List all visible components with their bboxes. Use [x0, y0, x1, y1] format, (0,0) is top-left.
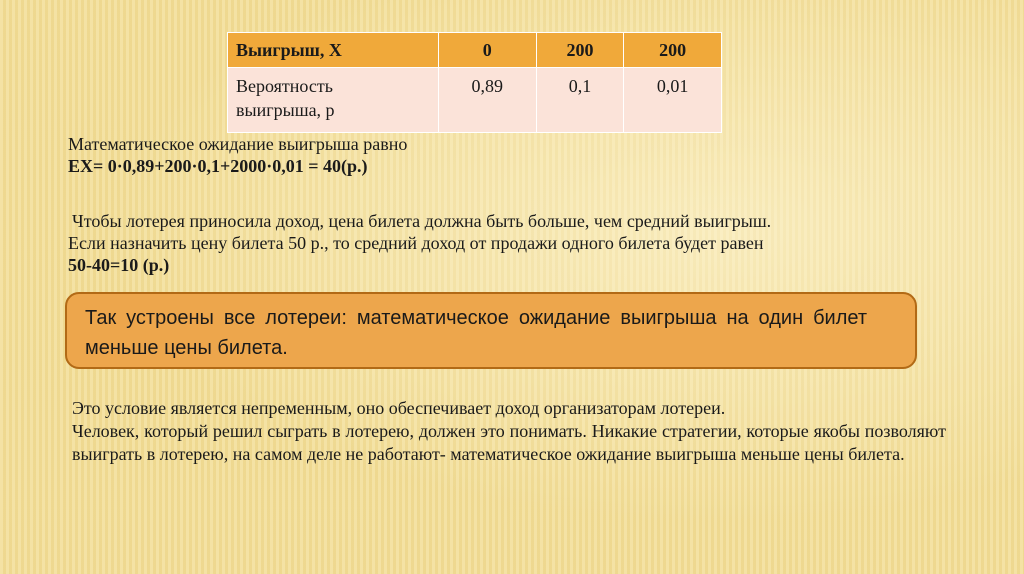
callout-text: Так устроены все лотереи: математическое ожидание выигрыша на один билет меньше цены билета.: [85, 307, 867, 359]
probability-cell-1: 0,89: [439, 68, 537, 133]
probability-cell-2: 0,1: [536, 68, 624, 133]
table-header-row: [228, 33, 722, 68]
probability-label-cell: [228, 68, 439, 133]
lottery-callout-box: [65, 292, 917, 369]
header-cell-winnings: Выигрыш, Х: [228, 33, 439, 68]
income-line-1: Чтобы лотерея приносила доход, цена билета должна быть больше, чем средний выигрыш.: [72, 211, 772, 231]
header-cell-value-1: 0: [439, 33, 537, 68]
header-cell-value-3: 200: [624, 33, 722, 68]
condition-line-2: Человек, который решил сыграть в лотерею, должен это понимать. Никакие стратегии, которые якобы позволяют выиграть в лотерею, на самом деле не работают- математическое ожидание выигрыша меньше цены билета.: [72, 421, 946, 464]
expectation-intro: Математическое ожидание выигрыша равно: [68, 134, 408, 154]
condition-line-1: Это условие является непременным, оно обеспечивает доход организаторам лотереи.: [72, 398, 726, 418]
income-result: 50-40=10 (р.): [68, 255, 170, 275]
expectation-block: [68, 133, 948, 177]
probability-label-line1: Вероятность: [236, 76, 333, 96]
condition-block: [72, 397, 946, 466]
table-row-probability: [228, 68, 722, 133]
probability-label-line2: выигрыша, р: [236, 100, 335, 120]
income-block: [68, 210, 948, 276]
income-line-2: Если назначить цену билета 50 р., то средний доход от продажи одного билета будет равен: [68, 233, 764, 253]
probability-cell-3: 0,01: [624, 68, 722, 133]
header-cell-value-2: 200: [536, 33, 624, 68]
expectation-formula: EX= 0·0,89+200·0,1+2000·0,01 = 40(р.): [68, 156, 368, 176]
winnings-table: [227, 32, 722, 133]
